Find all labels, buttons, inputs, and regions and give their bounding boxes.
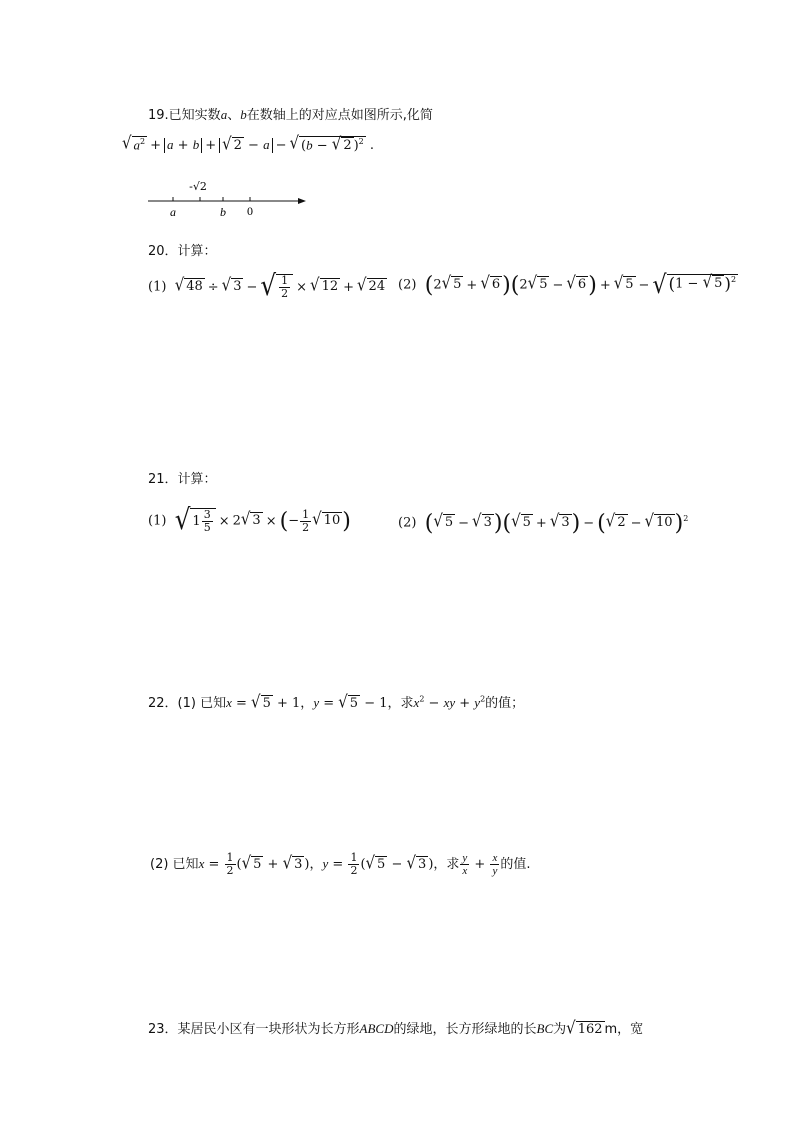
q23-wei: 为 [553, 1022, 567, 1037]
q22-p2-prefix: (2) 已知 [150, 857, 199, 873]
q20-p2-label: (2) [398, 277, 417, 293]
number-line [140, 175, 320, 223]
q19-sep: 、 [227, 108, 241, 123]
q19-suffix: 在数轴上的对应点如图所示,化简 [246, 108, 433, 123]
q19-expression: √ $a^2$ + a + b + √ 2 − a − √ (b − √ 2 )$^2$ . [122, 132, 375, 155]
q22-part2: (2) 已知x = $\frac{1}{2}$ ( √ 5 + √ 3 )，y = $\frac{1}{2}$ ( √ 5 − √ 3 )，求 $\frac{y}{x}$ + $\frac{x}{y}$ 的值. [150, 851, 531, 878]
q22-p2-ask: ，求 [433, 857, 460, 873]
q23-line: 23．某居民小区有一块形状为长方形ABCD的绿地，长方形绿地的长BC为 √ 162 m，宽 [148, 1017, 644, 1038]
q23-bc: BC [536, 1021, 554, 1036]
q21-p1-label: (1) [148, 513, 167, 529]
q21-p2-label: (2) [398, 515, 417, 531]
q20-p1-label: (1) [148, 279, 167, 295]
label-neg-sqrt2: -√2 [189, 180, 207, 193]
q19-end: . [369, 137, 375, 153]
q23-abcd: ABCD [359, 1021, 394, 1036]
q22-p1-end: 的值； [485, 696, 525, 711]
q20-part2: (2) (2 √ 5 + √ 6 )(2 √ 5 − √ 6 ) + √ 5 − √ (1 − √ 5 )$^2$ [398, 270, 737, 300]
q23-mid: 的绿地，长方形绿地的长 [393, 1022, 537, 1037]
q23-unit: m，宽 [604, 1022, 644, 1037]
label-b: b [220, 205, 226, 219]
q20-part1: (1) √ 48 ÷ √ 3 − √ $\frac{1}{2}$ × √ 12 + √ 24 [148, 268, 386, 302]
q20-title: 20．计算： [148, 244, 217, 259]
q19-line1 [148, 104, 433, 123]
q21-part2: (2) ( √ 5 − √ 3 )( √ 5 + √ 3 ) − ( √ 2 − √ 10 )$^2$ [398, 510, 689, 536]
q19-prefix: 19.已知实数 [148, 108, 221, 123]
var-a: a [220, 107, 228, 122]
q22-p1-comma: ， [300, 696, 314, 711]
var-b: b [240, 107, 247, 122]
q22-p2-end: 的值. [500, 857, 531, 873]
q22-p1-ask: ，求 [387, 696, 414, 711]
q21-title: 21．计算： [148, 472, 217, 487]
label-a: a [170, 205, 176, 219]
number-line-arrow [298, 198, 306, 204]
q23-prefix: 23．某居民小区有一块形状为长方形 [148, 1022, 360, 1037]
q21-part1: (1) √ 1 $\frac{3}{5}$ × 2 √ 3 × (− $\frac{1}{2}$ √ 10 ) [148, 502, 351, 536]
q22-p2-comma: ， [309, 857, 323, 873]
q22-p1-prefix: 22．(1) 已知 [148, 696, 227, 711]
q22-part1: 22．(1) 已知x = √ 5 + 1，y = √ 5 − 1，求$x^2$ − xy + $y^2$的值； [148, 691, 525, 712]
label-0: 0 [247, 204, 253, 218]
